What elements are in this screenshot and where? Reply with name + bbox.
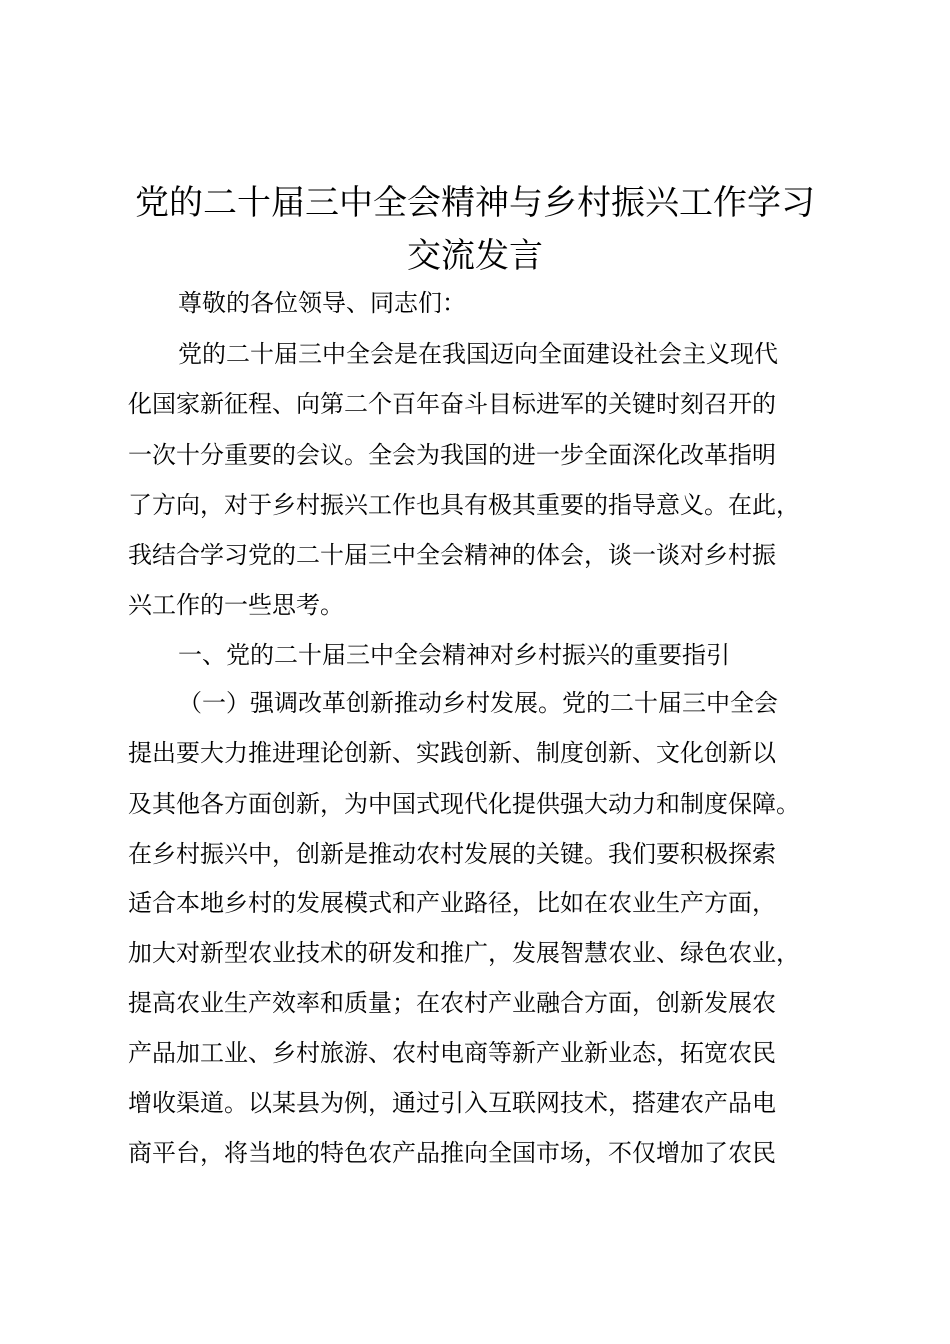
paragraph-line: 提出要大力推进理论创新、实践创新、制度创新、文化创新以	[128, 739, 776, 767]
document-title-line-2: 交流发言	[407, 236, 543, 276]
paragraph-line: 党的二十届三中全会是在我国迈向全面建设社会主义现代	[178, 340, 778, 368]
paragraph-line: 适合本地乡村的发展模式和产业路径，比如在农业生产方面，	[128, 889, 776, 917]
paragraph-line: 我结合学习党的二十届三中全会精神的体会，谈一谈对乡村振	[128, 541, 776, 569]
paragraph-line: 兴工作的一些思考。	[128, 591, 344, 619]
paragraph-line: 了方向，对于乡村振兴工作也具有极其重要的指导意义。在此，	[128, 491, 800, 519]
paragraph-line: 化国家新征程、向第二个百年奋斗目标进军的关键时刻召开的	[128, 390, 776, 418]
paragraph-line: 增收渠道。以某县为例，通过引入互联网技术，搭建农产品电	[128, 1089, 776, 1117]
paragraph-line: 提高农业生产效率和质量；在农村产业融合方面，创新发展农	[128, 989, 776, 1017]
paragraph-line: 在乡村振兴中，创新是推动农村发展的关键。我们要积极探索	[128, 840, 776, 868]
paragraph-line: （一）强调改革创新推动乡村发展。党的二十届三中全会	[178, 689, 778, 717]
paragraph-line: 一次十分重要的会议。全会为我国的进一步全面深化改革指明	[128, 441, 776, 469]
paragraph-line: 产品加工业、乡村旅游、农村电商等新产业新业态，拓宽农民	[128, 1039, 776, 1067]
section-heading: 一、党的二十届三中全会精神对乡村振兴的重要指引	[178, 641, 730, 669]
paragraph-line: 商平台，将当地的特色农产品推向全国市场，不仅增加了农民	[128, 1139, 776, 1167]
document-title-line-1: 党的二十届三中全会精神与乡村振兴工作学习	[135, 183, 815, 223]
paragraph-line: 及其他各方面创新，为中国式现代化提供强大动力和制度保障。	[128, 790, 800, 818]
paragraph-line: 加大对新型农业技术的研发和推广，发展智慧农业、绿色农业，	[128, 939, 800, 967]
salutation: 尊敬的各位领导、同志们：	[178, 289, 466, 317]
